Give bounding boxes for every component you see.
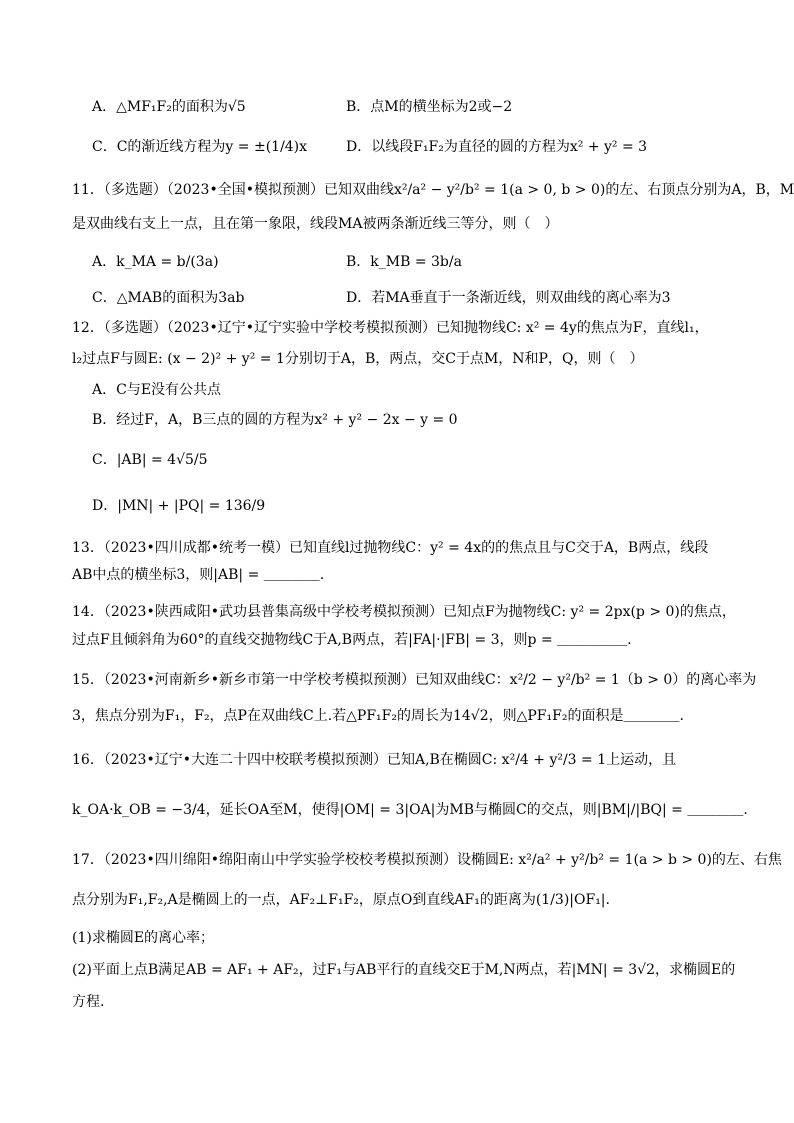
q12-option-b: B．经过F，A，B三点的圆的方程为x² + y² − 2x − y = 0 [92,412,458,428]
q15-stem-line2: 3，焦点分别为F₁，F₂，点P在双曲线C上.若△PF₁F₂的周长为14√2，则△PF₁F₂的面积是＿＿＿＿. [72,708,684,724]
q12-stem-line2: l₂过点F与圆E: (x − 2)² + y² = 1分别切于A，B，两点，交C于点M，N和P，Q，则（ ） [72,351,644,367]
q11-option-d: D．若MA垂直于一条渐近线，则双曲线的离心率为3 [346,290,671,306]
q17-part2-line2: 方程. [72,994,105,1010]
q10-option-c: C．C的渐近线方程为y = ±(1/4)x [92,139,308,155]
q17-part2-line1: (2)平面上点B满足AB = AF₁ + AF₂，过F₁与AB平行的直线交E于M,N两点，若|MN| = 3√2，求椭圆E的 [72,962,736,978]
q14-stem-line1: 14．（2023•陕西咸阳•武功县普集高级中学校考模拟预测）已知点F为抛物线C: y² = 2px(p > 0)的焦点， [72,604,736,620]
q11-option-c: C．△MAB的面积为3ab [92,290,245,306]
q17-part1: (1)求椭圆E的离心率； [72,930,215,946]
q13-stem-line2: AB中点的横坐标3，则|AB| = ＿＿＿＿. [72,567,325,583]
q11-stem-line1: 11．（多选题）（2023•全国•模拟预测）已知双曲线x²/a² − y²/b² = 1(a > 0, b > 0)的左、右顶点分别为A，B，M [72,182,794,198]
q11-option-a: A．k_MA = b/(3a) [92,254,219,270]
q17-stem-line1: 17．（2023•四川绵阳•绵阳南山中学实验学校校考模拟预测）设椭圆E: x²/a² + y²/b² = 1(a > b > 0)的左、右焦 [72,852,782,868]
q11-stem-line2: 是双曲线右支上一点，且在第一象限，线段MA被两条渐近线三等分，则（ ） [72,216,559,232]
q11-option-b: B．k_MB = 3b/a [346,254,462,270]
q10-option-a: A．△MF₁F₂的面积为√5 [92,99,246,115]
q12-option-a: A．C与E没有公共点 [92,382,222,398]
q14-stem-line2: 过点F且倾斜角为60°的直线交抛物线C于A,B两点，若|FA|·|FB| = 3，则p = ＿＿＿＿＿. [72,632,632,648]
q12-option-d: D．|MN| + |PQ| = 136/9 [92,498,266,514]
q12-stem-line1: 12．（多选题）（2023•辽宁•辽宁实验中学校考模拟预测）已知抛物线C: x² = 4y的焦点为F，直线l₁， [72,320,709,336]
q16-stem-line1: 16．（2023•辽宁•大连二十四中校联考模拟预测）已知A,B在椭圆C: x²/4 + y²/3 = 1上运动，且 [72,752,677,768]
q16-stem-line2: k_OA·k_OB = −3/4，延长OA至M，使得|OM| = 3|OA|为MB与椭圆C的交点，则|BM|/|BQ| = ＿＿＿＿. [72,802,748,818]
q12-option-c: C．|AB| = 4√5/5 [92,452,208,468]
q13-stem-line1: 13．（2023•四川成都•统考一模）已知直线l过抛物线C：y² = 4x的的焦点且与C交于A，B两点，线段 [72,540,709,556]
q15-stem-line1: 15．（2023•河南新乡•新乡市第一中学校考模拟预测）已知双曲线C：x²/2 − y²/b² = 1（b > 0）的离心率为 [72,672,757,688]
q17-stem-line2: 点分别为F₁,F₂,A是椭圆上的一点，AF₂⊥F₁F₂，原点O到直线AF₁的距离为(1/3)|OF₁|. [72,892,610,908]
q10-option-b: B．点M的横坐标为2或−2 [346,99,513,115]
q10-option-d: D．以线段F₁F₂为直径的圆的方程为x² + y² = 3 [346,139,648,155]
